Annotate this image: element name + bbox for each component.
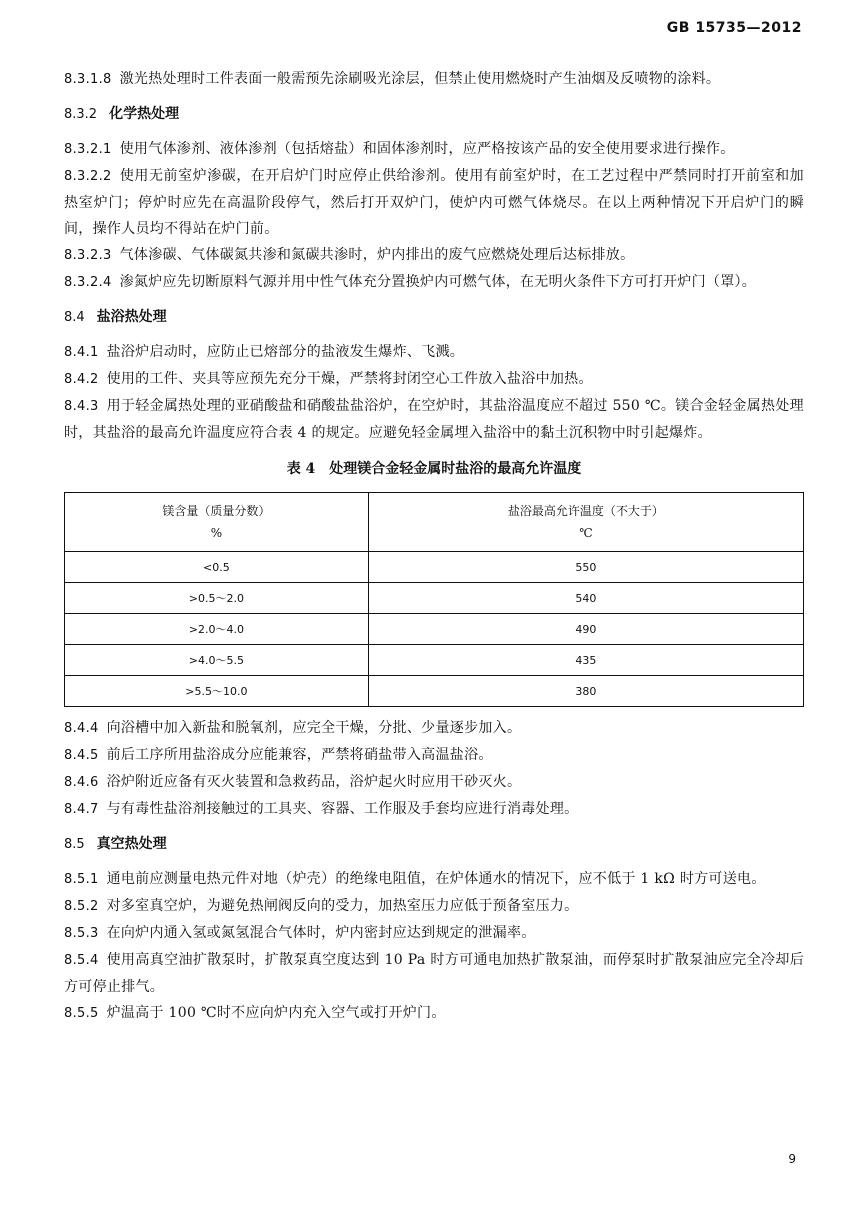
clause-text: 使用气体渗剂、液体渗剂（包括熔盐）和固体渗剂时，应严格按该产品的安全使用要求进行操作。 [119,141,735,157]
clause-number: 8.4.3 [64,399,99,414]
table-row [65,583,804,614]
table-4 [64,492,804,707]
section-number: 8.3.2 [64,107,98,122]
section-title: 盐浴热处理 [96,309,167,325]
page-number: 9 [788,1152,796,1166]
clause-8-5-2 [64,893,804,920]
clause-text: 通电前应测量电热元件对地（炉壳）的绝缘电阻值，在炉体通水的情况下，应不低于 1 kΩ 时方可送电。 [106,871,766,887]
clause-8-4-4 [64,715,804,742]
header-label: 镁含量（质量分数） [162,504,271,518]
mg-cell: >4.0～5.5 [65,645,369,676]
clause-number: 8.4.5 [64,748,99,763]
clause-text: 盐浴炉启动时，应防止已熔部分的盐液发生爆炸、飞溅。 [106,344,465,360]
clause-number: 8.3.2.2 [64,169,112,184]
clause-text: 在向炉内通入氢或氮氢混合气体时，炉内密封应达到规定的泄漏率。 [106,925,536,941]
clause-text: 渗氮炉应先切断原料气源并用中性气体充分置换炉内可燃气体，在无明火条件下方可打开炉门（罩）。 [119,274,757,290]
header-label: 盐浴最高允许温度（不大于） [507,504,664,518]
clause-text: 与有毒性盐浴剂接触过的工具夹、容器、工作服及手套均应进行消毒处理。 [106,801,579,817]
section-title: 化学热处理 [109,106,180,122]
clause-text: 炉温高于 100 ℃时不应向炉内充入空气或打开炉门。 [106,1005,446,1021]
col-header-mg-content [65,493,369,552]
clause-8-4-5 [64,742,804,769]
clause-number: 8.4.6 [64,775,99,790]
clause-8-3-1-8 [64,66,804,93]
table-row [65,552,804,583]
temp-cell: 490 [368,614,803,645]
clause-number: 8.5.4 [64,953,99,968]
clause-text: 激光热处理时工件表面一般需预先涂刷吸光涂层，但禁止使用燃烧时产生油烟及反喷物的涂料。 [119,71,721,87]
clause-8-5-1 [64,866,804,893]
clause-8-3-2-2 [64,163,804,242]
temp-cell: 540 [368,583,803,614]
mg-cell: >5.5～10.0 [65,676,369,707]
clause-text: 对多室真空炉，为避免热闸阀反向的受力，加热室压力应低于预备室压力。 [106,898,579,914]
temp-cell: 380 [368,676,803,707]
clause-8-4-2 [64,366,804,393]
clause-number: 8.4.7 [64,802,99,817]
section-heading-8-3-2 [64,101,804,128]
clause-8-4-1 [64,339,804,366]
clause-text: 气体渗碳、气体碳氮共渗和氮碳共渗时，炉内排出的废气应燃烧处理后达标排放。 [119,247,635,263]
document-body [64,66,804,1027]
table-header-row [65,493,804,552]
col-header-max-temp [368,493,803,552]
table-row [65,614,804,645]
temp-cell: 550 [368,552,803,583]
clause-number: 8.3.2.1 [64,142,112,157]
clause-8-5-3 [64,920,804,947]
header-unit: ℃ [579,526,593,540]
section-heading-8-4 [64,304,804,331]
clause-number: 8.3.2.4 [64,275,112,290]
standard-number: GB 15735—2012 [666,20,802,36]
clause-text: 向浴槽中加入新盐和脱氧剂，应完全干燥，分批、少量逐步加入。 [106,720,522,736]
clause-number: 8.3.2.3 [64,248,112,263]
clause-8-3-2-4 [64,269,804,296]
clause-8-4-6 [64,769,804,796]
clause-number: 8.5.3 [64,926,99,941]
clause-number: 8.5.5 [64,1006,99,1021]
table-row [65,676,804,707]
mg-cell: >2.0～4.0 [65,614,369,645]
clause-8-4-7 [64,796,804,823]
clause-number: 8.4.4 [64,721,99,736]
clause-text: 使用高真空油扩散泵时，扩散泵真空度达到 10 Pa 时方可通电加热扩散泵油，而停泵时扩散泵油应完全冷却后方可停止排气。 [64,952,804,995]
clause-8-3-2-3 [64,242,804,269]
section-number: 8.5 [64,837,85,852]
section-heading-8-5 [64,831,804,858]
clause-8-5-4 [64,947,804,1000]
section-number: 8.4 [64,310,85,325]
clause-8-4-3 [64,393,804,446]
clause-number: 8.5.2 [64,899,99,914]
temp-cell: 435 [368,645,803,676]
clause-text: 使用的工件、夹具等应预先充分干燥，严禁将封闭空心工件放入盐浴中加热。 [106,371,593,387]
mg-cell: >0.5～2.0 [65,583,369,614]
table-4-title: 表 4 处理镁合金轻金属时盐浴的最高允许温度 [286,461,582,477]
clause-text: 使用无前室炉渗碳，在开启炉门时应停止供给渗剂。使用有前室炉时，在工艺过程中严禁同时打开前室和加热室炉门；停炉时应先在高温阶段停气，然后打开双炉门，使炉内可燃气体烧尽。在以上两种情况下开启炉门的瞬间，操作人员均不得站在炉门前。 [64,168,804,237]
section-title: 真空热处理 [96,836,167,852]
clause-text: 浴炉附近应备有灭火装置和急救药品，浴炉起火时应用干砂灭火。 [106,774,522,790]
clause-text: 用于轻金属热处理的亚硝酸盐和硝酸盐盐浴炉，在空炉时，其盐浴温度应不超过 550 ℃。镁合金轻金属热处理时，其盐浴的最高允许温度应符合表 4 的规定。应避免轻金属埋入盐浴中的黏土沉积物中时引起爆炸。 [64,398,804,441]
mg-cell: <0.5 [65,552,369,583]
table-row [65,645,804,676]
header-unit: % [210,526,223,540]
clause-number: 8.4.2 [64,372,99,387]
clause-text: 前后工序所用盐浴成分应能兼容，严禁将硝盐带入高温盐浴。 [106,747,493,763]
clause-8-5-5 [64,1000,804,1027]
clause-number: 8.4.1 [64,345,99,360]
clause-number: 8.5.1 [64,872,99,887]
clause-number: 8.3.1.8 [64,72,112,87]
clause-8-3-2-1 [64,136,804,163]
